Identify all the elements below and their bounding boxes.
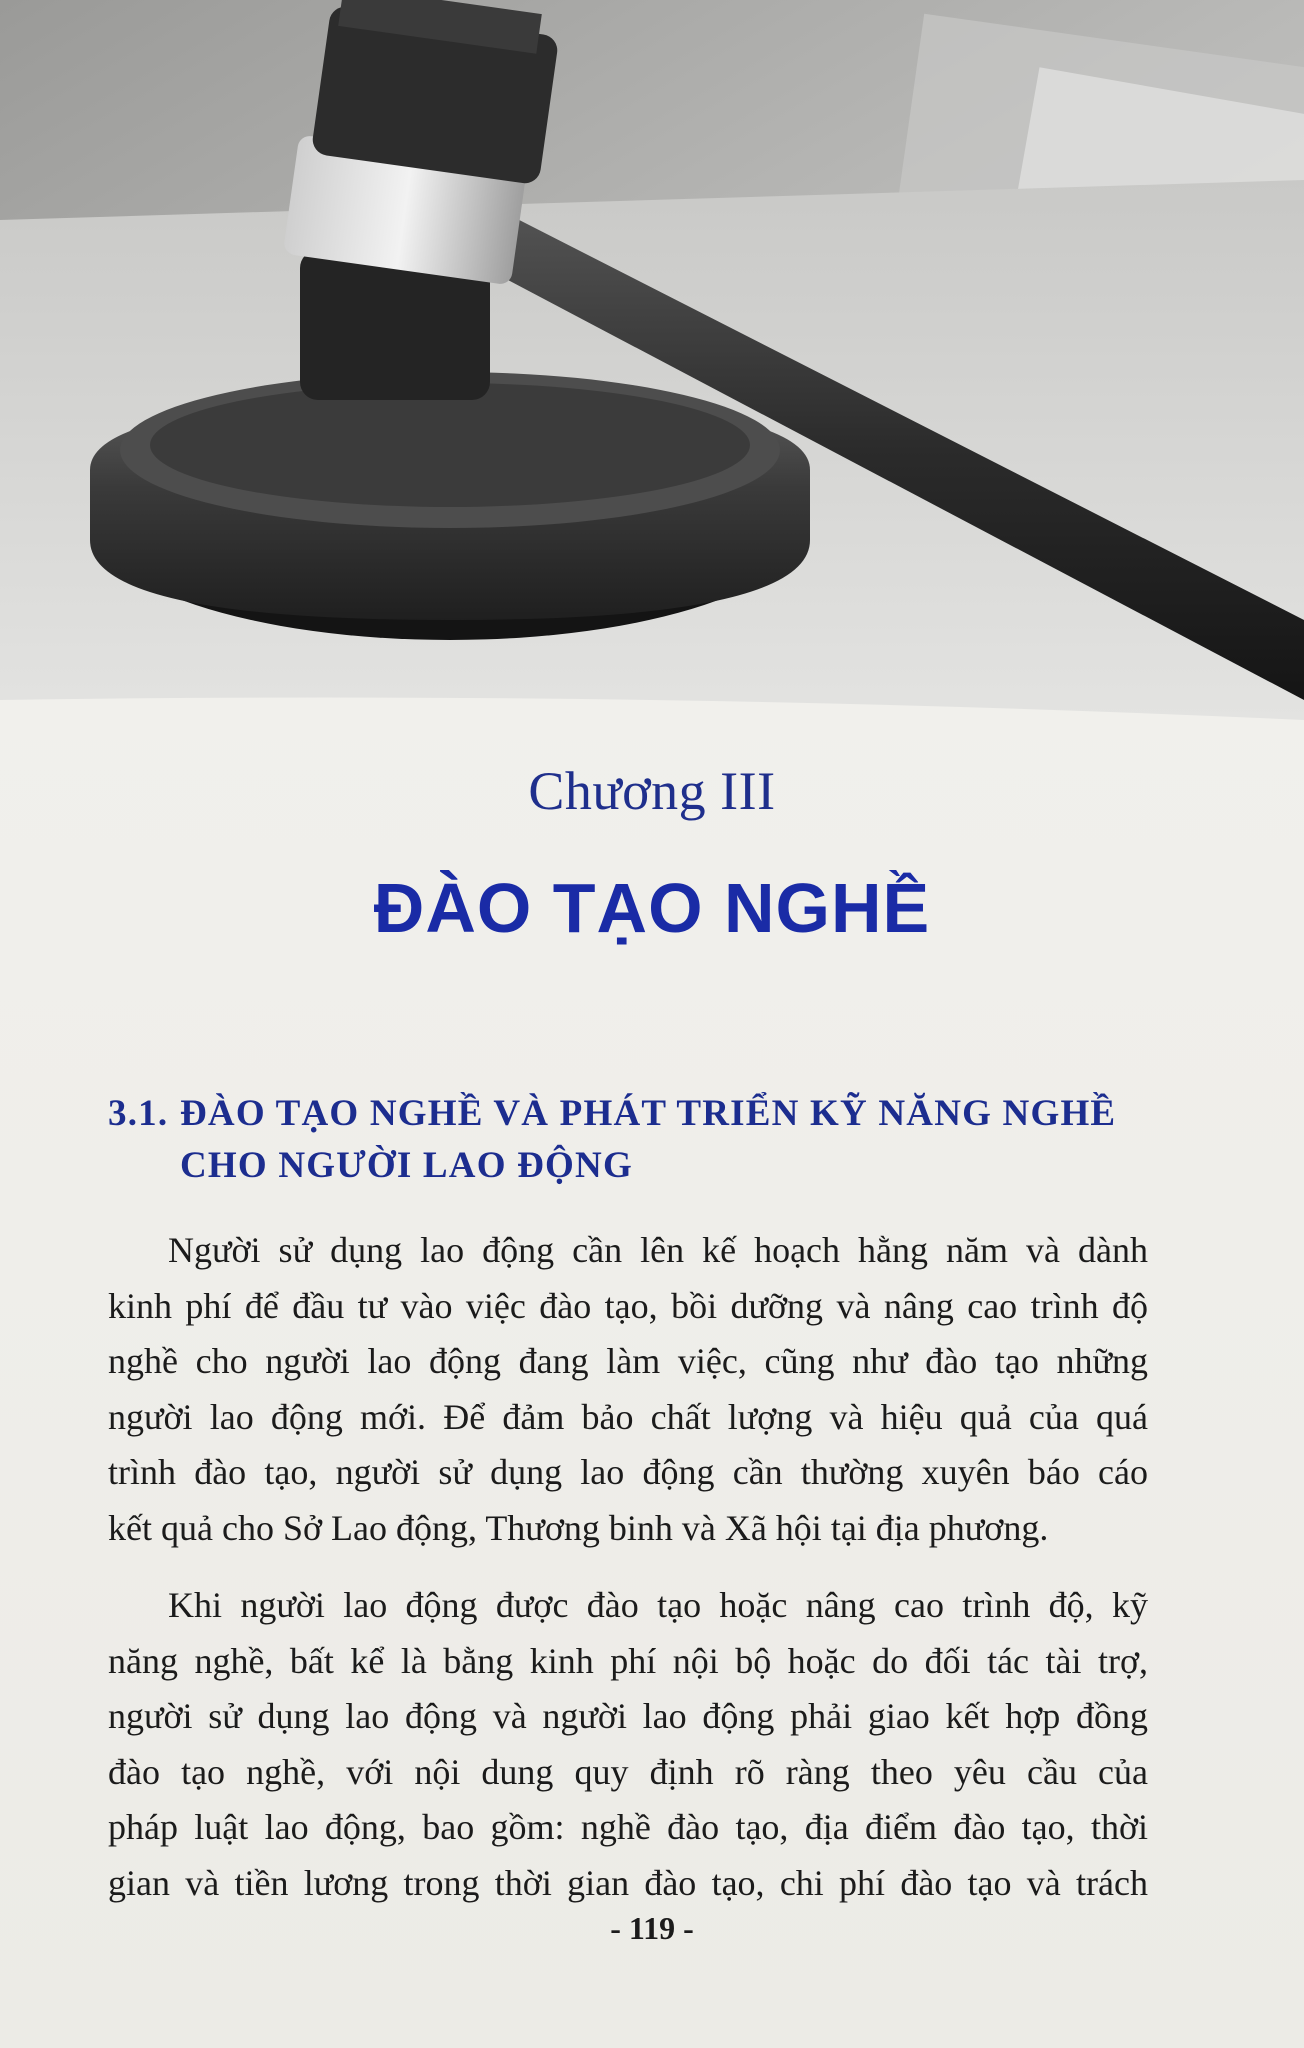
section-heading <box>108 1088 1208 1192</box>
paragraph-line: gian và tiền lương trong thời gian đào tạo, chi phí đào tạo và trách <box>108 1862 1148 1903</box>
paragraph-line: người sử dụng lao động và người lao động phải giao kết hợp đồng <box>108 1696 1148 1736</box>
paragraph-2 <box>108 1578 1148 1911</box>
section-number: 3.1. <box>108 1093 169 1134</box>
paragraph-line: Người sử dụng lao động cần lên kế hoạch hằng năm và dành <box>168 1230 1148 1270</box>
paragraph-line: pháp luật lao động, bao gồm: nghề đào tạo, địa điểm đào tạo, thời <box>108 1807 1148 1847</box>
chapter-label: Chương III <box>528 761 776 821</box>
paragraph-line: năng nghề, bất kể là bằng kinh phí nội bộ hoặc do đối tác tài trợ, <box>108 1640 1148 1681</box>
paragraph-1 <box>108 1223 1148 1556</box>
paragraph-line: kết quả cho Sở Lao động, Thương binh và Xã hội tại địa phương. <box>108 1507 1049 1548</box>
paragraph-line: Khi người lao động được đào tạo hoặc nâng cao trình độ, kỹ <box>168 1585 1148 1625</box>
section-title-line1: ĐÀO TẠO NGHỀ VÀ PHÁT TRIỂN KỸ NĂNG NGHỀ <box>180 1093 1117 1134</box>
paragraph-line: người lao động mới. Để đảm bảo chất lượng và hiệu quả của quá <box>108 1396 1148 1437</box>
chapter-title: ĐÀO TẠO NGHỀ <box>373 869 931 947</box>
paragraph-line: kinh phí để đầu tư vào việc đào tạo, bồi dưỡng và nâng cao trình độ <box>108 1285 1148 1326</box>
paragraph-line: nghề cho người lao động đang làm việc, cũng như đào tạo những <box>108 1341 1148 1381</box>
paragraph-line: trình đào tạo, người sử dụng lao động cần thường xuyên báo cáo <box>108 1452 1148 1492</box>
page-number: - 119 - <box>610 1910 694 1946</box>
section-title-line2: CHO NGƯỜI LAO ĐỘNG <box>180 1145 633 1186</box>
gavel-photo <box>0 0 1304 740</box>
paragraph-line: đào tạo nghề, với nội dung quy định rõ ràng theo yêu cầu của <box>108 1751 1148 1792</box>
